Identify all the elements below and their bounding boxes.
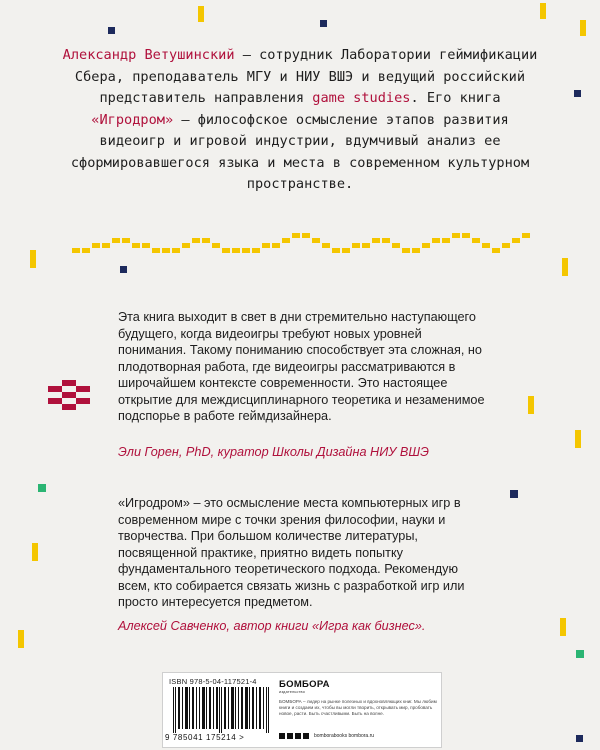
decor-navy-pixel	[108, 27, 115, 34]
publisher-logo: БОМБОРА	[279, 679, 330, 690]
game-studies-term: game studies	[312, 90, 411, 106]
review-quote-2: «Игродром» – это осмысление места компьютерных игр в современном мире с точки зрения философии, науки и творчества. При большом количестве литературы, посвященной практике, приятно видеть попытку фундаментального теоретического подхода. Рекомендую всем, кто собирается связать жизнь с разработкой игр или просто интересуется предметом.	[118, 496, 465, 609]
youtube-icon	[295, 733, 301, 739]
author-name: Александр Ветушинский	[62, 47, 235, 63]
isbn-number: ISBN 978-5-04-117521-4	[169, 677, 257, 686]
pixel-wave-decoration	[72, 228, 532, 258]
social-handles: bomborabooks bombora.ru	[314, 733, 375, 739]
review-signature-2: Алексей Савченко, автор книги «Игра как бизнес».	[118, 619, 426, 633]
decor-navy-pixel	[320, 20, 327, 27]
vk-icon	[279, 733, 285, 739]
decor-yellow-pixel	[18, 630, 24, 648]
decor-green-pixel	[576, 650, 584, 658]
telegram-icon	[287, 733, 293, 739]
decor-navy-pixel	[120, 266, 127, 273]
decor-yellow-pixel	[575, 430, 581, 448]
decor-yellow-pixel	[580, 20, 586, 36]
decor-yellow-pixel	[30, 250, 36, 268]
review-quote-1: Эта книга выходит в свет в дни стремительно наступающего будущего, когда видеоигры требуют новых уровней понимания. Такому пониманию способствует эта сложная, но плодотворная работа, где видеоигры рассматриваются в широчайшем контексте современности. Это настоящее открытие для междисциплинарного теоретика и незаменимое подспорье в работе геймдизайнера.	[118, 310, 485, 423]
decor-yellow-pixel	[540, 3, 546, 19]
decor-navy-pixel	[574, 90, 581, 97]
review-signature-1: Эли Горен, PhD, куратор Школы Дизайна НИУ ВШЭ	[118, 445, 429, 459]
decor-green-pixel	[38, 484, 46, 492]
instagram-icon	[303, 733, 309, 739]
book-title: «Игродром»	[91, 111, 174, 128]
social-links	[279, 733, 374, 739]
barcode-block	[162, 672, 442, 748]
decor-yellow-pixel	[560, 618, 566, 636]
decor-yellow-pixel	[32, 543, 38, 561]
decor-navy-pixel	[510, 490, 518, 498]
lead-paragraph: Александр Ветушинский – сотрудник Лаборатории геймификации Сбера, преподаватель МГУ и НИУ ВШЭ и ведущий российский представитель направления game studies. Его книга «Игродром» – философское осмысление этапов развития видеоигр и игровой индустрии, вдумчивый анализ ее сформировавшегося языка и места в современном культурном пространстве.	[62, 47, 538, 192]
publisher-fine-print: БОМБОРА – лидер на рынке полезных и вдохновляющих книг. Мы любим книги и создаем их, чтобы вы могли творить, открывать мир, пробовать новое, расти. Быть счастливыми. Быть на волне.	[279, 699, 437, 716]
barcode-graphic	[173, 687, 269, 733]
decor-navy-pixel	[576, 735, 583, 742]
decor-yellow-pixel	[198, 6, 204, 22]
decor-yellow-pixel	[528, 396, 534, 414]
barcode-digits: 9 785041 175214 >	[165, 733, 245, 742]
publisher-subtitle: издательство	[279, 690, 306, 694]
decor-yellow-pixel	[562, 258, 568, 276]
pixel-checker-decoration	[48, 380, 90, 416]
